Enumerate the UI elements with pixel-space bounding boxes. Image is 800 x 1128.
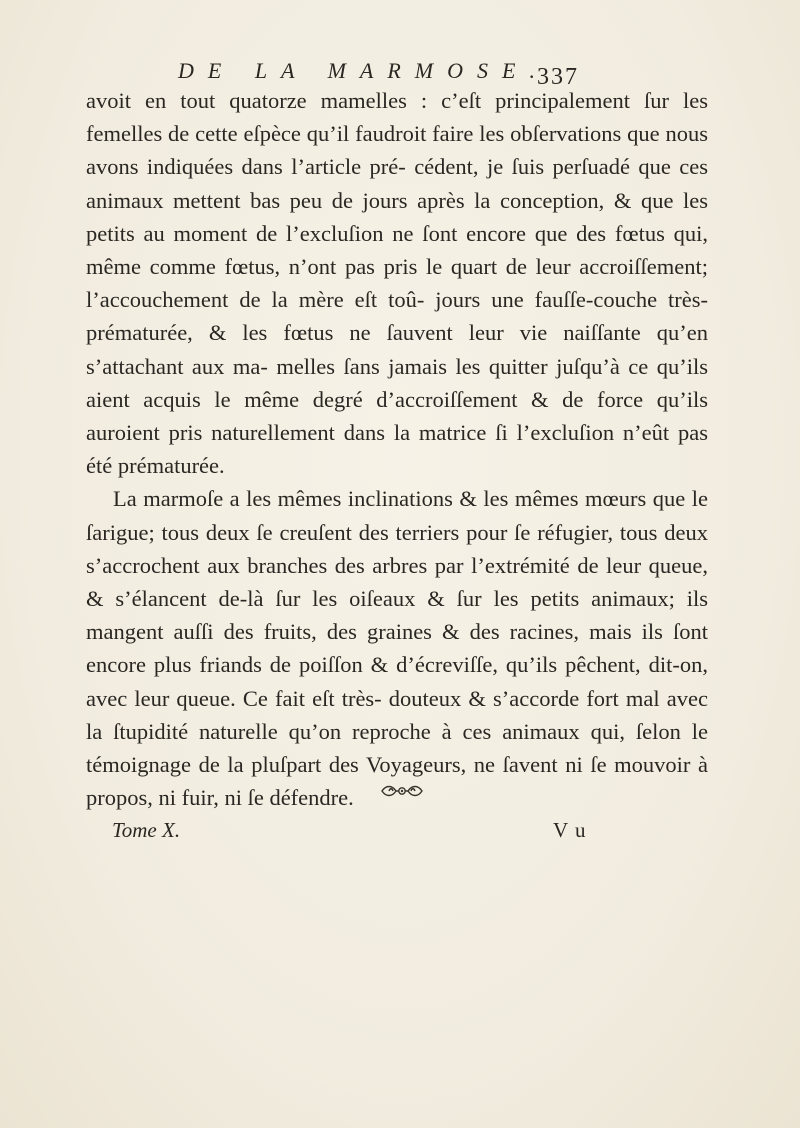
paragraph-2: La marmoſe a les mêmes inclinations & les mêmes mœurs que le ſarigue; tous deux ſe creuſent des terriers pour ſe réfugier, tous deux s’accrochent aux branches des arbres par l’extrémité de leur queue, & s’élancent de-là ſur les oiſeaux & ſur les petits animaux; ils mangent auſſi des fruits, des graines & des racines, mais ils ſont encore plus friands de poiſſon & d’écreviſſe, qu’ils pêchent, dit-on, avec leur queue. Ce fait eſt très- douteux & s’accorde fort mal avec la ſtupidité naturelle qu’on reproche à ces animaux qui, ſelon le témoignage de la pluſpart des Voyageurs, ne ſavent ni ſe mouvoir à propos, ni fuir, ni ſe défendre.: [86, 486, 708, 811]
ornament-fleuron-icon: [378, 782, 426, 800]
body-text: [86, 84, 708, 814]
volume-label: Tome X.: [112, 818, 181, 842]
signature-mark: V u: [553, 818, 587, 842]
paragraph-1: avoit en tout quatorze mamelles : c’eſt principalement ſur les femelles de cette eſpèce qu’il faudroit faire les obſervations que nous avons indiquées dans l’article pré- cédent, je ſuis perſuadé que ces animaux mettent bas peu de jours après la conception, & que les petits au moment de l’excluſion ne ſont encore que des fœtus qui, même comme fœtus, n’ont pas pris le quart de leur accroiſſement; l’accouchement de la mère eſt toû- jours une fauſſe-couche très-prématurée, & les fœtus ne ſauvent leur vie naiſſante qu’en s’attachant aux ma- melles ſans jamais les quitter juſqu’à ce qu’ils aient acquis le même degré d’accroiſſement & de force qu’ils auroient pris naturellement dans la matrice ſi l’excluſion n’eût pas été prématurée.: [86, 88, 708, 479]
page-number: 337: [537, 64, 579, 90]
running-head: DE LA MARMOSE.: [178, 58, 549, 83]
